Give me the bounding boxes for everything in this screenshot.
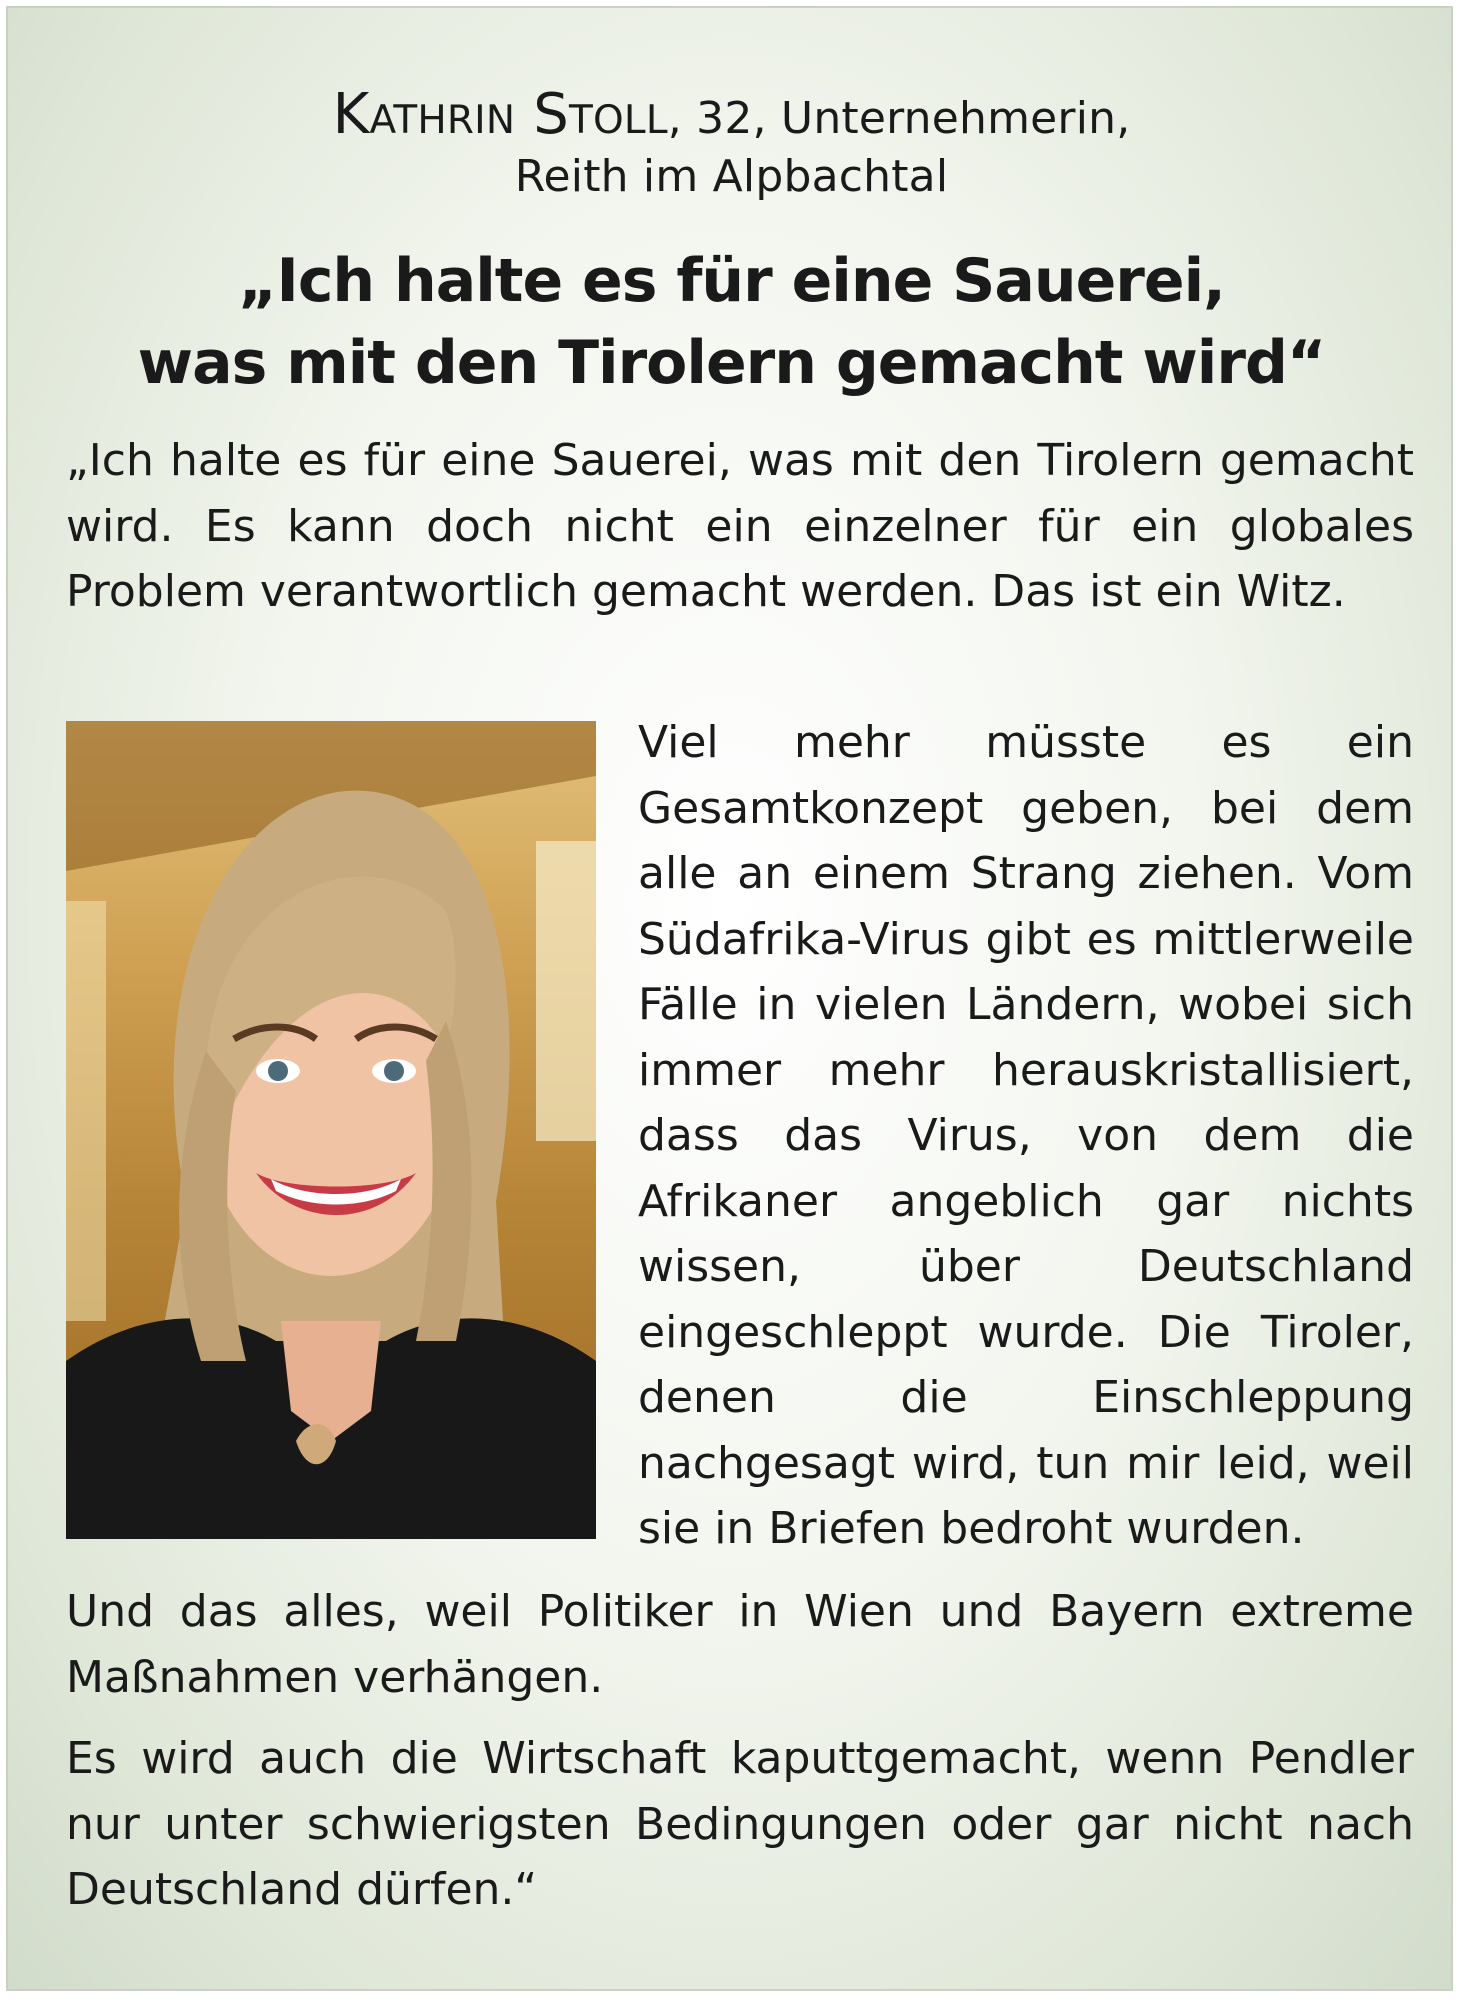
paragraph-intro: „Ich halte es für eine Sauerei, was mit den Tirolern gemacht wird. Es kann doch nicht ein einzelner für ein globales Problem verantwortlich gemacht werden. Das ist ein Witz. (66, 435, 1414, 617)
paragraph-economy: Es wird auch die Wirtschaft kaputtgemacht, wenn Pendler nur unter schwierigsten Bedingungen oder gar nicht nach Deutschland dürfen.“ (66, 1733, 1414, 1915)
person-name: Kathrin Stoll (332, 82, 668, 147)
headline-line-2: was mit den Tirolern gemacht wird“ (137, 328, 1326, 398)
paragraph-politics: Und das alles, weil Politiker in Wien und Bayern extreme Maßnahmen verhängen. (66, 1586, 1414, 1703)
paragraph-main: Viel mehr müsste es ein Gesamtkonzept geben, bei dem alle an einem Strang ziehen. Vom Südafrika-Virus gibt es mittlerweile Fälle in vielen Ländern, wobei sich immer mehr herauskristallisiert, dass das Virus, von dem die Afrikaner angeblich gar nichts wissen, über Deutschland eingeschleppt wurde. Die Tiroler, denen die Einschleppung nachgesagt wird, tun mir leid, weil sie in Briefen bedroht wurden. (638, 717, 1414, 1554)
byline-line-1 (8, 82, 1455, 148)
headline (8, 240, 1455, 404)
portrait-photo (66, 721, 596, 1539)
person-location: Reith im Alpbachtal (514, 151, 949, 202)
byline (8, 82, 1455, 206)
person-details: , 32, Unternehmerin, (667, 93, 1131, 144)
headline-line-1: „Ich halte es für eine Sauerei, (238, 246, 1225, 316)
article-card (6, 6, 1453, 1991)
